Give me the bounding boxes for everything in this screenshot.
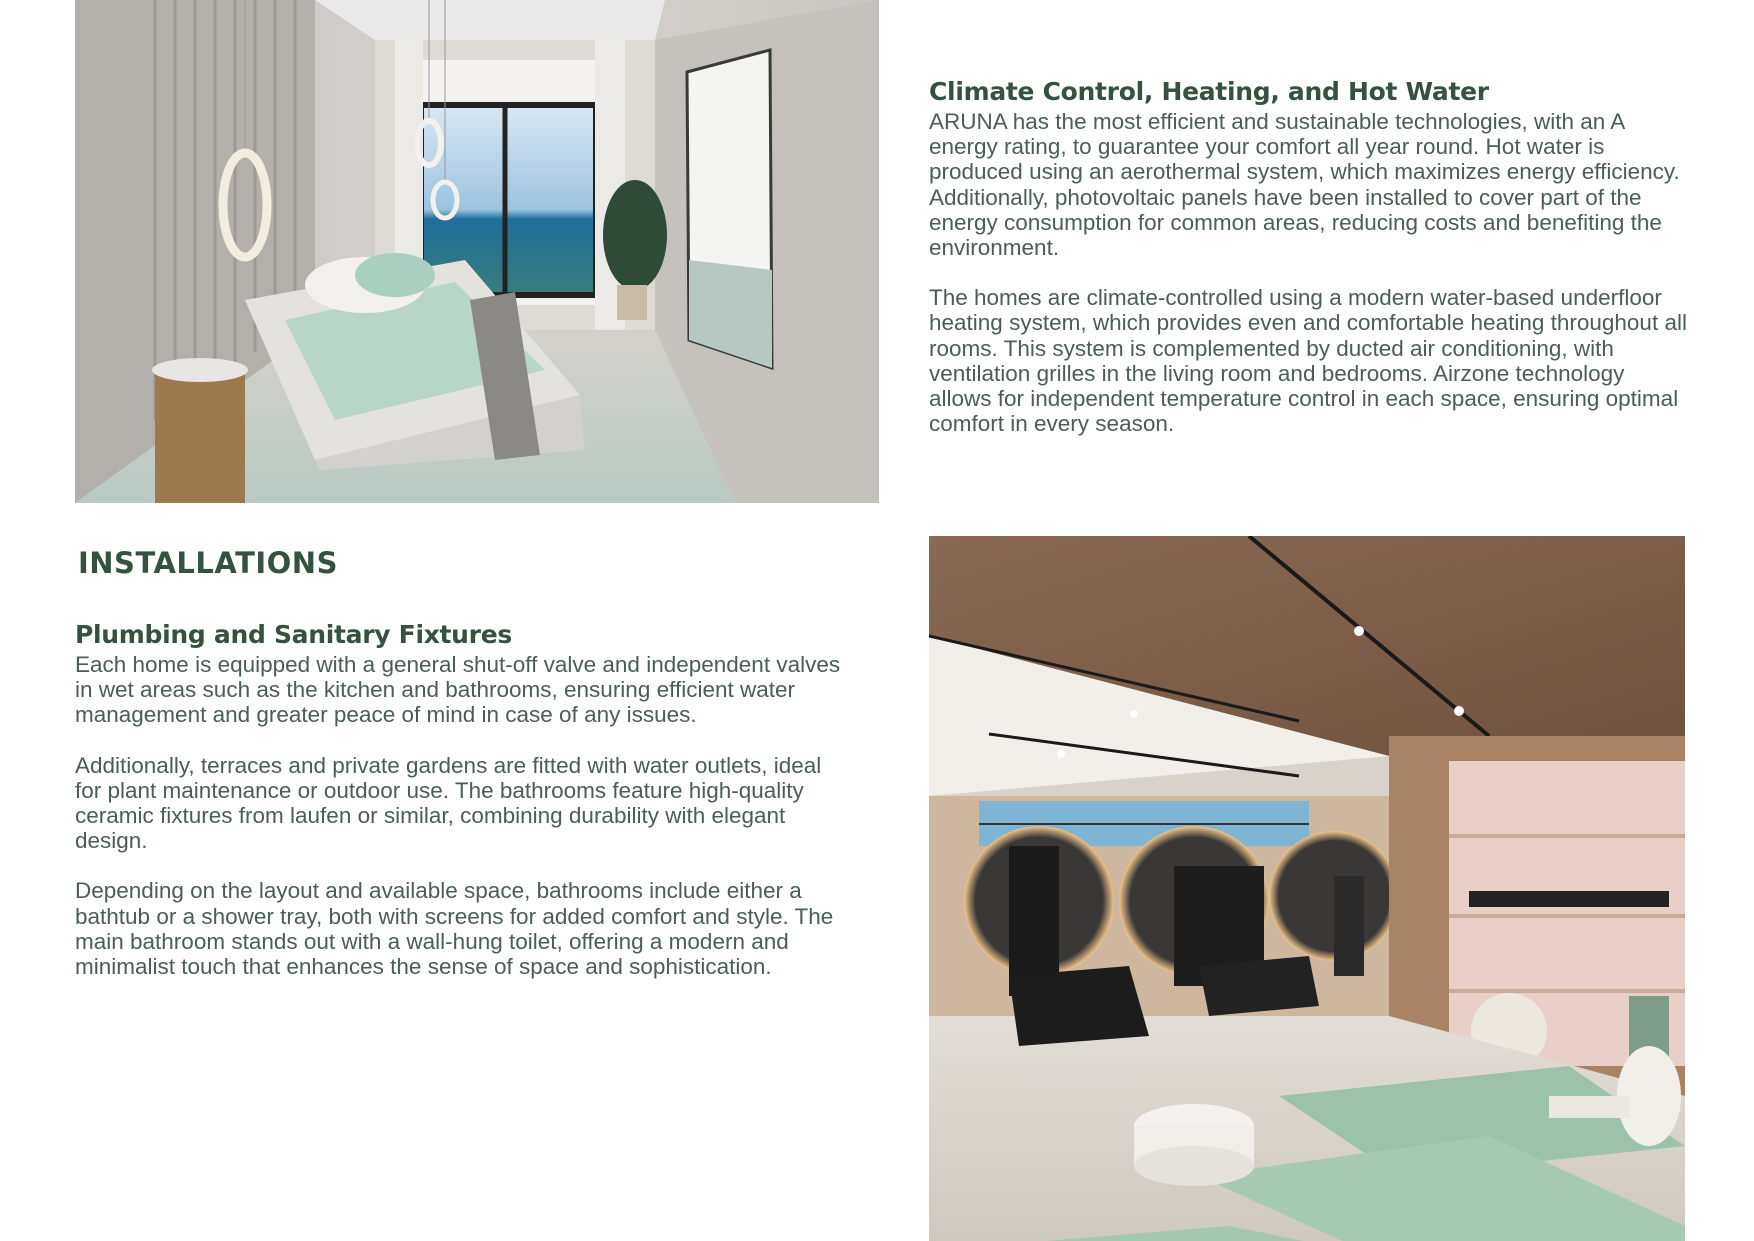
climate-section: [929, 77, 1689, 461]
climate-heading: Climate Control, Heating, and Hot Water: [929, 77, 1489, 106]
bedroom-photo: [75, 0, 879, 503]
gym-photo: [929, 536, 1685, 1241]
climate-paragraph-2: The homes are climate-controlled using a modern water-based underfloor heating system, which provides even and comfortable heating throughout all rooms. This system is complemented by ducted air conditioning, with ventilation grilles in the living room and bedrooms. Airzone technology allows for independent temperature control in each space, ensuring optimal comfort in every season.: [929, 285, 1687, 437]
climate-paragraph-1: ARUNA has the most efficient and sustainable technologies, with an A energy rating, to guarantee your comfort all year round. Hot water is produced using an aerothermal system, which maximizes energy efficiency. Additionally, photovoltaic panels have been installed to cover part of the energy consumption for common areas, reducing costs and benefiting the environment.: [929, 109, 1680, 261]
plumbing-paragraph-3: Depending on the layout and available space, bathrooms include either a bathtub or a shower tray, both with screens for added comfort and style. The main bathroom stands out with a wall-hung toilet, offering a modern and minimalist touch that enhances the sense of space and sophistication.: [75, 878, 834, 980]
plumbing-paragraph-2: Additionally, terraces and private gardens are fitted with water outlets, ideal for plant maintenance or outdoor use. The bathrooms feature high-quality ceramic fixtures from laufen or similar, combining durability with elegant design.: [75, 752, 822, 854]
plumbing-section: [75, 620, 845, 1004]
plumbing-heading: Plumbing and Sanitary Fixtures: [75, 620, 512, 649]
section-title: INSTALLATIONS: [78, 546, 338, 580]
plumbing-paragraph-1: Each home is equipped with a general shut-off valve and independent valves in wet areas such as the kitchen and bathrooms, ensuring efficient water management and greater peace of mind in case of any issues.: [75, 652, 841, 728]
